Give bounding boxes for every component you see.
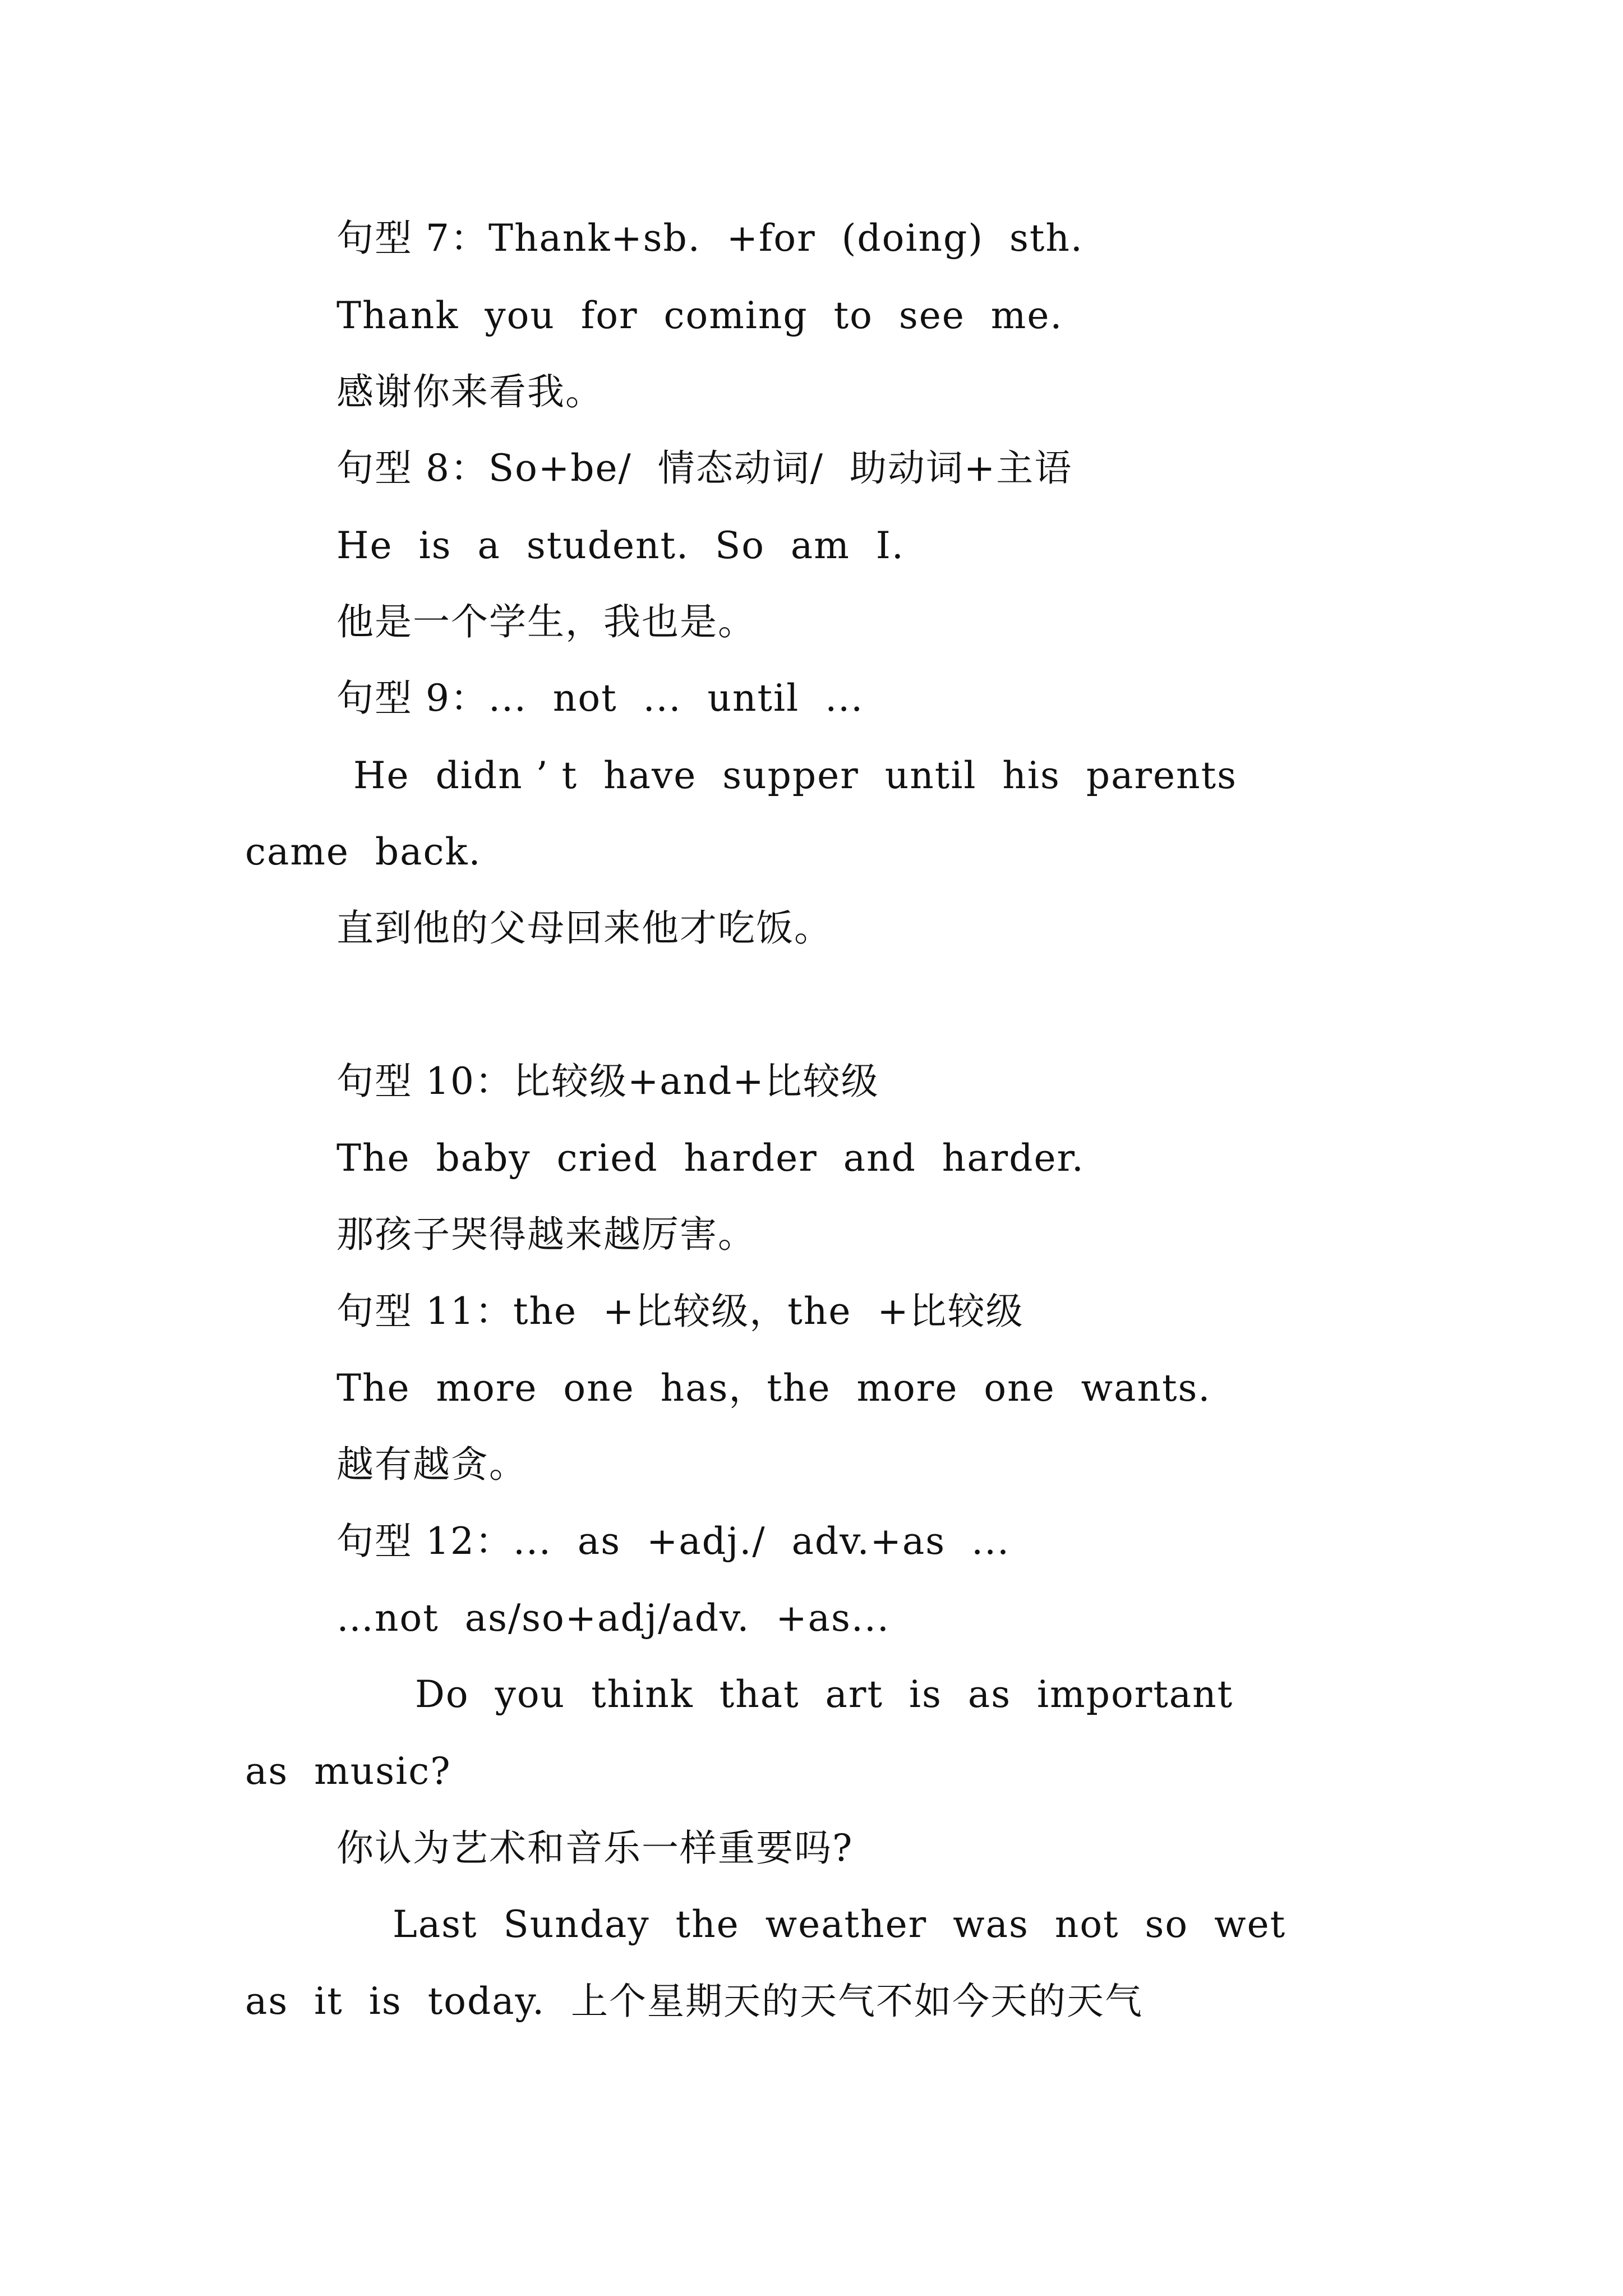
pattern-9-translation: 直到他的父母回来他才吃饭。 bbox=[336, 907, 832, 950]
pattern-8-example: He is a student. So am I. bbox=[336, 524, 905, 567]
pattern-12-example-2-line-1: Last Sunday the weather was not so wet bbox=[393, 1903, 1287, 1946]
pattern-11-example: The more one has，the more one wants. bbox=[336, 1366, 1211, 1410]
pattern-8-translation: 他是一个学生，我也是。 bbox=[336, 600, 756, 643]
pattern-8-heading: 句型 8：So+be/ 情态动词/ 助动词+主语 bbox=[336, 447, 1073, 490]
pattern-7-example: Thank you for coming to see me. bbox=[336, 294, 1063, 337]
pattern-12-example-2-line-2: as it is today. 上个星期天的天气不如今天的天气 bbox=[245, 1980, 1144, 2023]
pattern-10-example: The baby cried harder and harder. bbox=[336, 1137, 1085, 1180]
pattern-7-translation: 感谢你来看我。 bbox=[336, 370, 603, 413]
pattern-7-heading: 句型 7：Thank+sb. +for (doing) sth. bbox=[336, 217, 1083, 260]
pattern-12-example-1-translation: 你认为艺术和音乐一样重要吗? bbox=[336, 1826, 854, 1870]
pattern-12-heading: 句型 12：... as +adj./ adv.+as ... bbox=[336, 1520, 1011, 1563]
pattern-11-translation: 越有越贪。 bbox=[336, 1443, 527, 1486]
pattern-12-example-1-line-2: as music? bbox=[245, 1750, 451, 1793]
pattern-9-example-line-1: He didn ’ t have supper until his parents bbox=[353, 754, 1237, 797]
pattern-12-negative-form: …not as/so+adj/adv. +as... bbox=[336, 1596, 890, 1640]
pattern-10-translation: 那孩子哭得越来越厉害。 bbox=[336, 1213, 756, 1256]
pattern-9-example-line-2: came back. bbox=[245, 830, 482, 873]
pattern-9-heading: 句型 9：... not ... until ... bbox=[336, 677, 864, 720]
pattern-11-heading: 句型 11：the +比较级，the +比较级 bbox=[336, 1290, 1024, 1333]
pattern-10-heading: 句型 10：比较级+and+比较级 bbox=[336, 1060, 879, 1103]
pattern-12-example-1-line-1: Do you think that art is as important bbox=[415, 1673, 1234, 1716]
